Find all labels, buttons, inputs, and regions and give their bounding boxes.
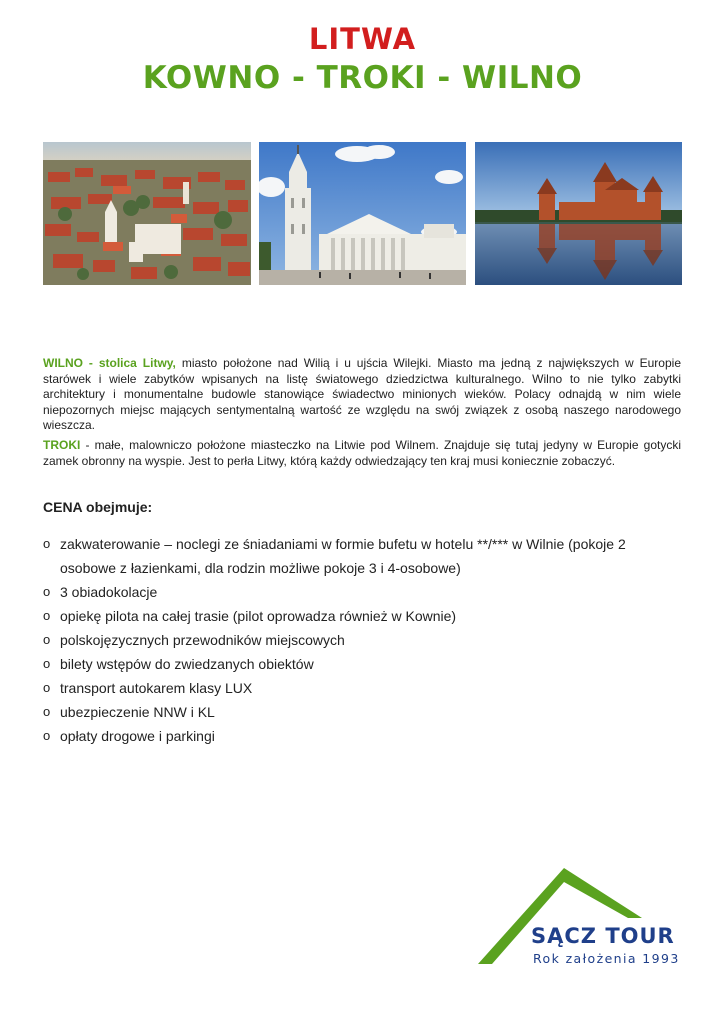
list-item-text: opłaty drogowe i parkingi [60,728,215,744]
bullet-icon: o [43,704,51,719]
bullet-icon: o [43,536,51,551]
list-item [43,532,683,580]
page-subtitle: KOWNO - TROKI - WILNO [142,60,583,96]
vilnius-cathedral-photo [259,142,466,285]
price-includes-list [43,532,683,748]
trakai-castle-photo [475,142,682,285]
list-item-text: bilety wstępów do zwiedzanych obiektów [60,656,314,672]
bullet-icon: o [43,680,51,695]
list-item [43,628,683,652]
bullet-icon: o [43,728,51,743]
price-heading: CENA obejmuje: [43,499,153,515]
photo-strip [43,142,682,285]
list-item [43,604,683,628]
list-item-text: ubezpieczenie NNW i KL [60,704,215,720]
list-item-text: zakwaterowanie – noclegi ze śniadaniami w formie bufetu w hotelu **/*** w Wilnie (pokoje 2 osobowe z łazienkami, dla rodzin możliwe pokoje 3 i 4-osobowe) [60,536,626,576]
wilno-lead: WILNO - stolica Litwy, [43,356,176,370]
vilnius-old-town-aerial-photo [43,142,251,285]
wilno-text: miasto położone nad Wilią i u ujścia Wilejki. Miasto ma jedną z największych w Europie starówek i wiele zabytków wpisanych na listę światowego dziedzictwa kulturalnego. Wilno to nie tylko zabytki architektury i monumentalne budowle stanowiące świadectwo minionych wieków. Polacy odnajdą w nim wiele niepozornych miejsc mających sentymentalną wartość ze względu na swój związek z osobą naszego narodowego wieszcza. [43,356,681,433]
list-item [43,724,683,748]
list-item-text: opiekę pilota na całej trasie (pilot oprowadza również w Kownie) [60,608,457,624]
company-tagline: Rok założenia 1993 [533,951,680,966]
list-item-text: 3 obiadokolacje [60,584,158,600]
list-item [43,652,683,676]
list-item-text: polskojęzycznych przewodników miejscowych [60,632,345,648]
troki-text: - małe, malowniczo położone miasteczko na Litwie pod Wilnem. Znajduje się tutaj jedyny w Europie gotycki zamek obronny na wyspie. Jest to perła Litwy, którą każdy odwiedzający ten kraj musi koniecznie zobaczyć. [43,437,681,468]
list-item-text: transport autokarem klasy LUX [60,680,253,696]
list-item [43,676,683,700]
bullet-icon: o [43,656,51,671]
wilno-paragraph [43,356,681,434]
list-item [43,700,683,724]
company-name: SĄCZ TOUR [531,924,675,948]
destination-description [43,356,681,473]
page-title: LITWA [308,22,417,56]
troki-lead: TROKI [43,437,81,452]
bullet-icon: o [43,584,51,599]
bullet-icon: o [43,608,51,623]
list-item [43,580,683,604]
bullet-icon: o [43,632,51,647]
troki-paragraph [43,438,681,469]
